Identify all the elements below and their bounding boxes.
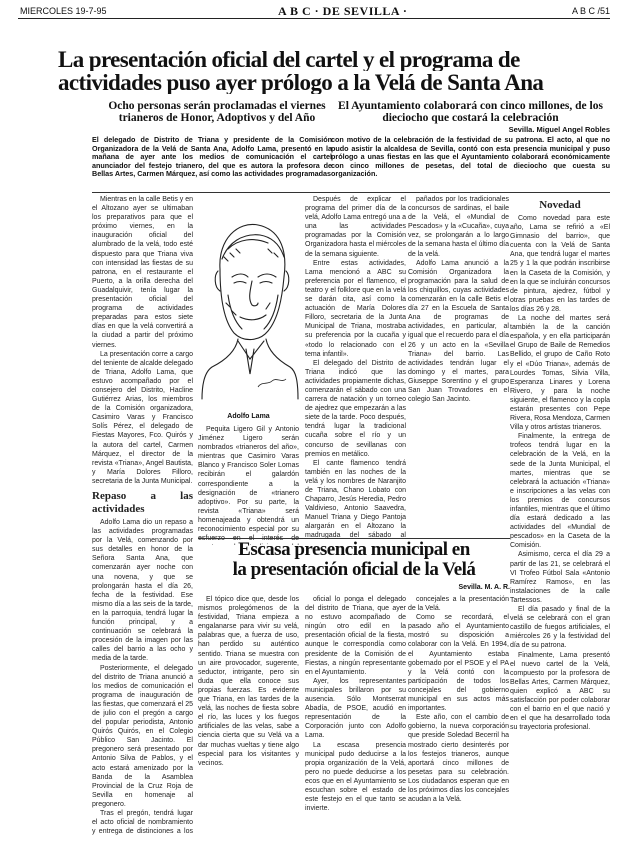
second-headline-line-2: la presentación oficial de la Velá [232,559,476,580]
paragraph: El delegado del Distrito de Triana indicó que las actividades propiamente dichas, comenzarán el sábado con una carrera de natación y un torneo de ajedrez que empezarán a las siete de la tarde. Poco después, tendrá lugar la tradicional cucaña sobre el río y un concurso de sevillanas con premios en metálico. [305,359,406,458]
lead-paragraph-left: El delegado de Distrito de Triana y presidente de la Comisión Organizadora de la Velá de Santa Ana, Adolfo Lama, presentó en la mañana de ayer ante los medios de comunicación el cartel anunciador del festejo trianero, del que es autora la profesora de Bellas Artes, Carmen Márquez, así como las actividades programadas [92,135,332,179]
photo-caption: Adolfo Lama [227,413,270,420]
article-column-5 [510,195,610,835]
subhead-right: El Ayuntamiento colaborará con cinco millones, de los dieciocho que costará la celebración [338,100,603,124]
paragraph: Asimismo, cerca el día 29 a partir de las 21, se celebrará el VI Trofeo Fútbol Sala «Antonio Ramírez Ramos», en las instalaciones de la calle Tartessos. [510,551,610,604]
paragraph: La escasa presencia municipal pudo deducirse a la propia organización de la Velá, pero no puede deducirse a los ecos que en el Ayuntamiento se escuchan sobre el estado de este festejo en el que tanto se invierte. [305,741,406,813]
paragraph: Como se recordará, el pasado año el Ayuntamiento mostró su disposición a colaborar con la Velá. En 1994, el Ayuntamiento estaba gobernado por el PSOE y el PA y la Velá contó con la participación de todos los concejales del gobierno municipal en sus actos más importantes. [408,614,509,713]
second-headline-line-1: Escasa presencia municipal en [238,539,470,560]
subheading: Repaso a las actividades [92,490,193,515]
header-section: A B C · DE SEVILLA · [278,4,408,18]
paragraph: El día pasado y final de la velá se celebrará con el gran castillo de fuegos artificiales, el miércoles 26 y la festividad del día de su patrona. [510,606,610,650]
paragraph: concejales a la presentación de la Velá. [408,596,509,613]
lead-paragraph-right: con motivo de la celebración de la festividad de su patrona. El acto, al que no pudo asistir la alcaldesa de Sevilla, contó con esta presencia municipal y puso prólogo a unas fiestas en las que el Ayuntamiento colaborará económicamente con cinco millones de pesetas, del total de dieciocho que cuesta su organización. [331,135,610,179]
paragraph: Ayer, los representantes municipales brillaron por su ausencia. Sólo Montserrat Abadía, de PSOE, acudió en representación de la Corporación junto con Adolfo Lama. [305,677,406,740]
paragraph: Entre estas actividades, Lama mencionó a ABC su preferencia por el flamenco, el teatro y el folklore que en la velá se darán cita, así como la actuación de María Dolores Filloro, secretaria de la Junta Municipal de Triana, mostraba su preferencia por la cucaña y «todo lo relacionado con el tema infantil». [305,259,406,358]
paragraph: Tras el pregón, tendrá lugar el acto oficial de nombramiento y entrega de distinciones a los [92,810,193,835]
article-column-2 [198,425,299,545]
headline-line-2: actividades puso ayer prólogo a la Velá de Santa Ana [58,71,544,94]
article-column-1 [92,195,193,835]
paragraph: pañados por los tradicionales concursos de sardinas, el baile de la Velá, el «Mundial de Pescados» y la «Cucaña», cuya vez, se prolongarán a lo largo de la semana hasta el último día de la velá. [408,196,509,258]
portrait-illustration [198,199,299,409]
portrait-sketch-icon [198,199,299,409]
paragraph: Adolfo Lama dio un repaso a las actividades programadas por la Velá, comenzando por sus detalles en honor de la Señora Santa Ana, que comenzarán ayer noche con una novena, y que se prolongarán hasta el día 26, fecha de la festividad. Ese mismo día a las seis de la tarde, en la parroquia, tendrá lugar la función principal, y a continuación se celebrará la procesión de la imagen por las calles del barrio a las ocho y media de la tarde. [92,519,193,663]
paragraph: Finalmente, la entrega de trofeos tendrá lugar en la celebración de la Velá, en la sede de la Junta Municipal, el martes, mientras que se celebrará la actuación «Triana» e inscripciones a las velas con los premios de concursos infantiles, mientras que el último día estará dedicado a las actividades del «Mundial de pescados» en la Caseta de la Comisión. [510,433,610,550]
paragraph: Después de explicar el programa del primer día de la velá, Adolfo Lama entregó una a una las actividades programadas por la Comisión Organizadora hasta el miércoles de la semana siguiente. [305,196,406,258]
byline: Sevilla. Miguel Angel Robles [508,125,610,134]
paragraph: Posteriormente, el delegado del distrito de Triana anunció a los medios de comunicación el programa de inauguración de las fiestas, que comenzará el 25 de julio con el pregón a cargo del popular periodista, Antonio Quirós Quirós, en el Colegio Público San Jacinto. El pregonero será presentado por Antonio Silva de Pablos, y el acto estará amenizado por la Banda de la Asamblea Provincial de la Cruz Roja de Sevilla en homenaje al pregonero. [92,664,193,808]
subheading: Novedad [539,199,581,211]
header-date: MIERCOLES 19-7-95 [20,6,107,16]
divider [92,192,610,193]
paragraph: El tópico dice que, desde los mismos prolegómenos de la festividad, Triana empieza a engalanarse para vivir su velá, palabras que, a fuerza de uso, han perdido su auténtico sentido. Triana se muestra con un aire provocador, sugerente, seductor, intrigante, pero sin duda que ella conoce sus propias fuerzas. Es evidente que Triana, en las tardes de la velá, las noches de fiesta sobre el río, las luces y los fuegos artificiales de las velas, sabe a ciencia cierta que su Velá va a dar muchas vueltas y tiene algo especial para los visitantes y vecinos. [198,596,299,767]
article-column-4 [408,195,509,540]
paragraph: La noche del martes será también la de la canción española, y en ella participarán el Grupo de Baile de Remedios Bellido, el grupo de Caño Roto y el «Dúo Triana», además de Lourdes Tomas, Silvia Villa, Esperanza Linares y Lorena Rivero, y para la noche siguiente, el flamenco y la copla estarán presentes con Pepe Rivera, Rosa Mendoza, Carmen Villa y otros artistas trianeros. [510,315,610,432]
second-article-column-1 [198,595,299,835]
paragraph: Como novedad para este año, Lama se refirió a «El Gimnasio del barrio», que cuenta con la Velá de Santa Ana, que tendrá lugar el martes 25 y 1 la que podrán inscribirse en la Caseta de la Comisión, y en la que se incluirán concursos de pintura, ajedrez, fútbol y otras pruebas en las tardes de los días 26 y 28. [510,215,610,313]
paragraph: Este año, con el cambio de gobierno, la nueva corporación que preside Soledad Becerril ha mostrado cierto desinterés por los festejos trianeros, aunque aportará cinco millones de pesetas para su celebración. Los ciudadanos esperan que en los próximos días los concejales acudan a la Velá. [408,714,509,804]
second-article-column-2 [305,595,406,835]
paragraph: Mientras en la calle Betis y en el Altozano ayer se ultimaban los preparativos para que el próximo viernes, en la inauguración oficial del alumbrado de la velá, todo esté dispuesto para que Triana viva con intensidad las fiestas de su patrona, en el restaurante el Puerto, a la orilla derecha del Guadalquivir, tenía lugar la presentación oficial del programa de actividades preparadas para estos siete días en que la velá convertirá a la ciudad a partir del próximo viernes. [92,196,193,349]
paragraph: Finalmente, Lama presentó el nuevo cartel de la Velá, compuesto por la profesora de Bellas Artes, Carmen Márquez, quien explicó a ABC su satisfacción por poder colaborar con el barrio en el que nació y en el que ha desarrollado toda su trayectoria profesional. [510,651,610,732]
page-header [18,5,610,19]
subhead-left: Ocho personas serán proclamadas el viernes trianeros de Honor, Adoptivos y del Año [108,100,326,124]
header-page-number: A B C /51 [571,6,610,16]
second-article-column-3 [408,595,509,835]
second-byline: Sevilla. M. A. R. [458,584,510,591]
paragraph: Pequita Ligero Gil y Antonio Jiménez Ligero serán nombrados «trianeros del año», mientras que Casimiro Varas Blanco y Francisco Soler Lomas recibirán el galardón correspondiente a la designación de «trianero adoptivo». Por su parte, la revista «Triana» será homenajeada y obtendrá un reconocimiento especial por su esfuerzo en el interés de [198,426,299,543]
paragraph: oficial lo ponga el delegado del distrito de Triana, que ayer no estuvo acompañado de ningún otro edil en la presentación oficial de la fiesta, aunque le correspondía como presidente de la Comisión de Fiestas, a ningún representante en el Ayuntamiento. [305,596,406,676]
paragraph: La presentación corre a cargo del teniente de alcalde delegado de Triana, Adolfo Lama, que estuvo acompañado por el consejero del Distrito, Hacline Gutiérrez Arias, los miembros de la Comisión organizadora, Casimiro Varas y Francisco Solís Pérez, el delegado de Fiestas Mayores, Fco. Quirós y la autora del cartel, Carmen Márquez, el director de la revista «Triana», Angel Bautista, y María Dolores Filloro, secretaria de la Junta Municipal. [92,350,193,485]
paragraph: El cante flamenco tendrá también en las noches de la velá y los nombres de Naranjito de Triana, Chano Lobato con Chaparro, Jesús Heredia, Pedro Valdivieso, Antonio Saavedra, Manuel Triana y Diego Pantoja alargarán en el Altozano la madrugada del sábado al [305,459,406,540]
article-column-3 [305,195,406,540]
paragraph: Adolfo Lama anunció a la Comisión Organizadora la programación para la salud de los chiquillos, cuyas actividades comenzarán en la calle Betis el día 27 en la Escuela de Santa Ana de programas de actividades, en particular, al igual que el recuerdo para el día 26 y un acto en la «Sevilla Triana» del barrio. Las actividades tendrán lugar el domingo y el martes, para Giuseppe Sorentino y el grupo San Juan Trovadores en el colegio San Jacinto. [408,259,509,404]
headline-line-1: La presentación oficial del cartel y el programa de [58,48,520,71]
second-headline [198,540,510,580]
main-headline [58,48,618,94]
